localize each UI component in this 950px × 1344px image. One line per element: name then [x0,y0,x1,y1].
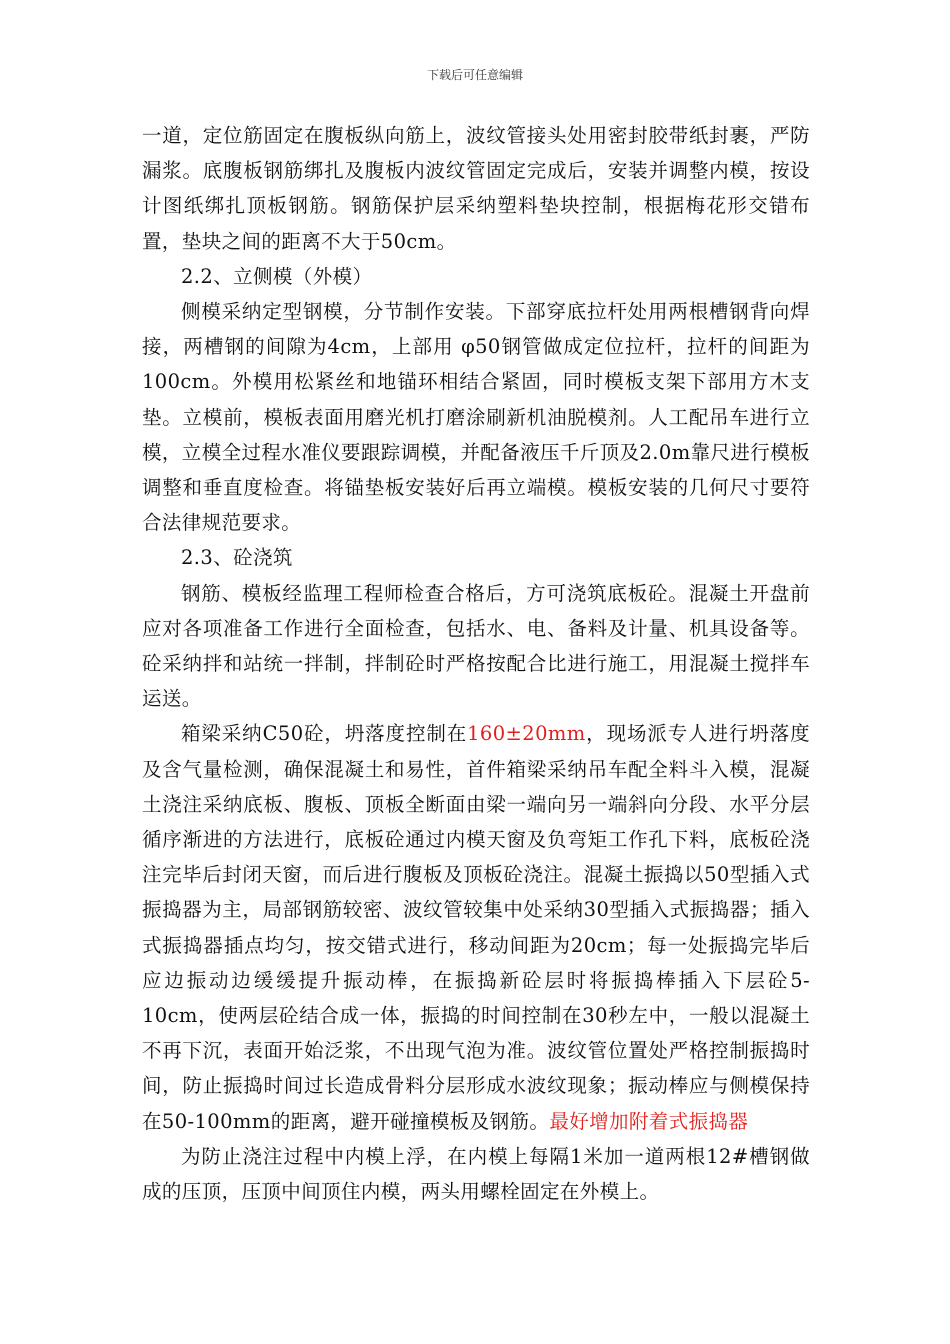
paragraph-concrete-preparation: 钢筋、模板经监理工程师检查合格后，方可浇筑底板砼。混凝土开盘前应对各项准备工作进行全面检查，包括水、电、备料及计量、机具设备等。砼采纳拌和站统一拌制，拌制砼时严格按配合比进行施工，用混凝土搅拌车运送。 [142,581,810,711]
document-body [142,118,810,1209]
paragraph-inner-form-anti-float: 为防止浇注过程中内模上浮，在内模上每隔1米加一道两根12#槽钢做成的压顶，压顶中间顶住内模，两头用螺栓固定在外模上。 [142,1144,810,1204]
paragraph-rebar-continuation: 一道，定位筋固定在腹板纵向筋上，波纹管接头处用密封胶带纸封裹，严防漏浆。底腹板钢筋绑扎及腹板内波纹管固定完成后，安装并调整内模，按设计图纸绑扎顶板钢筋。钢筋保护层采纳塑料垫块控制，根据梅花形交错布置，垫块之间的距离不大于50cm。 [142,124,810,253]
slump-value-highlight: 160±20mm [467,722,586,746]
section-heading-2-3: 2.3、砼浇筑 [181,546,293,570]
paragraph-side-formwork: 侧模采纳定型钢模，分节制作安装。下部穿底拉杆处用两根槽钢背向焊接，两槽钢的间隙为4cm，上部用 φ50钢管做成定位拉杆，拉杆的间距为100cm。外模用松紧丝和地锚环相结合紧固，同时模板支架下部用方木支垫。立模前，模板表面用磨光机打磨涂刷新机油脱模剂。人工配吊车进行立模，立模全过程水准仪要跟踪调模，并配备液压千斤顶及2.0m靠尺进行模板调整和垂直度检查。将锚垫板安装好后再立端模。模板安装的几何尺寸要符合法律规范要求。 [142,300,811,535]
pouring-text-start: 箱梁采纳C50砼，坍落度控制在 [181,722,468,746]
pouring-text-body: ，现场派专人进行坍落度及含气量检测，确保混凝土和易性，首件箱梁采纳吊车配全料斗入模，混凝土浇注采纳底板、腹板、顶板全断面由梁一端向另一端斜向分段、水平分层循序渐进的方法进行，底板砼通过内模天窗及负弯矩工作孔下料，底板砼浇注完毕后封闭天窗，而后进行腹板及顶板砼浇注。混凝土振捣以50型插入式振捣器为主，局部钢筋较密、波纹管较集中处采纳30型插入式振捣器；插入式振捣器插点均匀，按交错式进行，移动间距为20cm；每一处振捣完毕后应边振动边缓缓提升振动棒，在振捣新砼层时将振捣棒插入下层砼5-10cm，使两层砼结合成一体，振捣的时间控制在30秒左中，一般以混凝土不再下沉，表面开始泛浆，不出现气泡为准。波纹管位置处严格控制振捣时间，防止振捣时间过长造成骨料分层形成水波纹现象；振动棒应与侧模保持在50-100mm的距离，避开碰撞模板及钢筋。 [142,722,810,1133]
section-heading-2-2: 2.2、立侧模（外模） [181,264,373,288]
page-header: 下载后可任意编辑 [426,68,523,82]
vibrator-recommendation-highlight: 最好增加附着式振捣器 [549,1109,749,1133]
paragraph-concrete-pouring [142,716,810,1138]
